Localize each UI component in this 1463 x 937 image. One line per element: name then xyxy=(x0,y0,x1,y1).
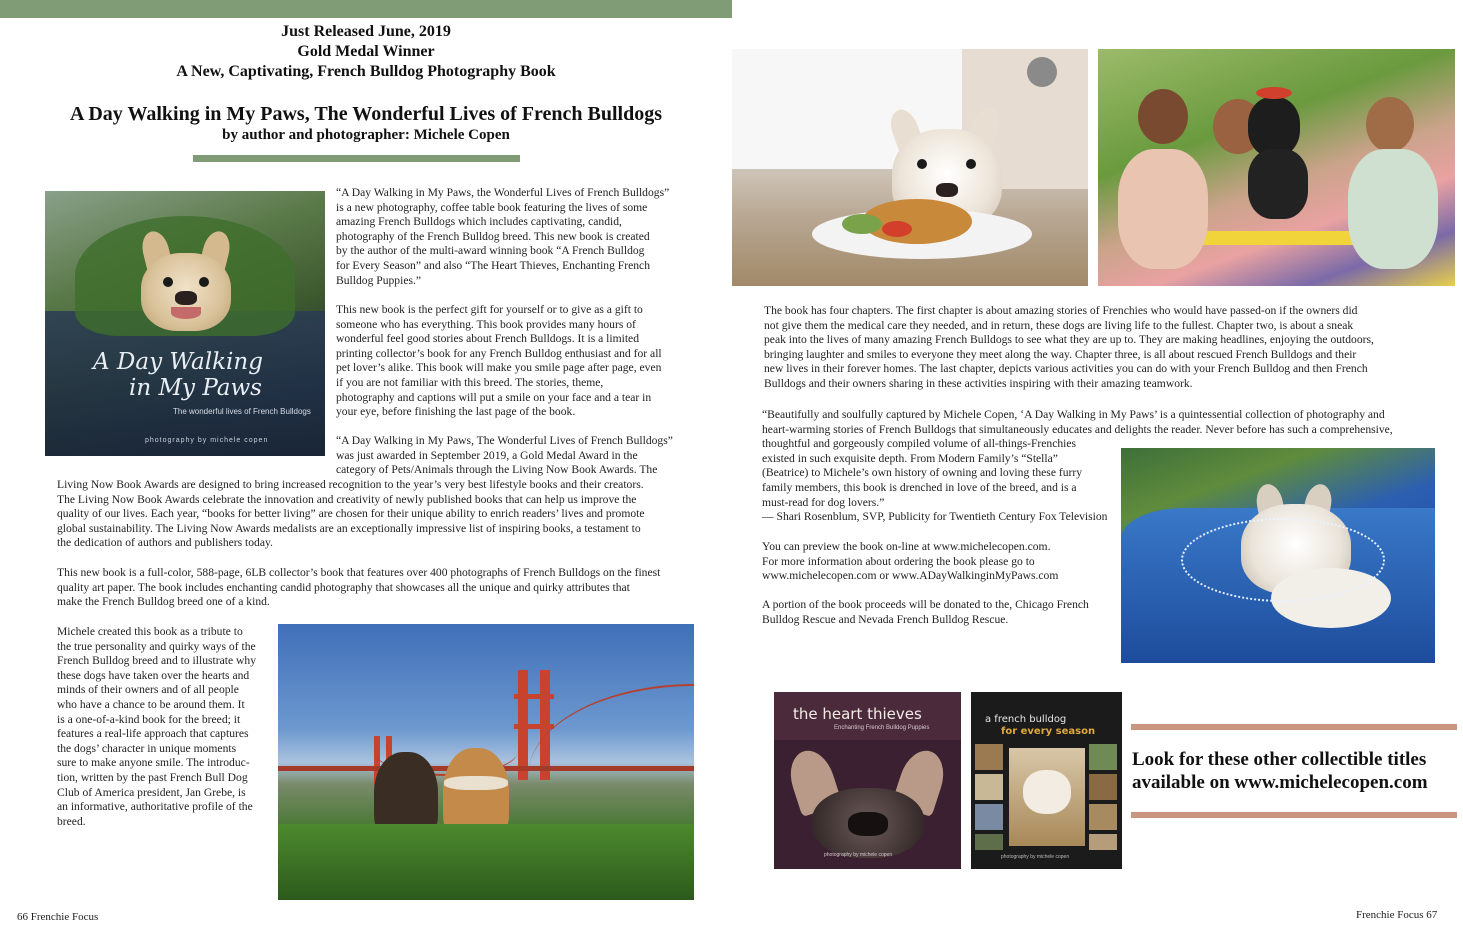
article-byline: by author and photographer: Michele Copen xyxy=(222,127,510,143)
text-line: tion, written by the past French Bull Dog xyxy=(57,770,248,784)
article-title: A Day Walking in My Paws, The Wonderful Lives of French Bulldogs xyxy=(70,103,662,125)
donation-paragraph xyxy=(762,598,1089,627)
text-line: features a real-life approach that captures xyxy=(57,727,249,741)
text-line: the dedication of authors and publishers today. xyxy=(57,536,273,550)
heart-thieves-title: the heart thieves xyxy=(793,705,922,723)
promo-line: available on www.michelecopen.com xyxy=(1132,772,1428,793)
text-line: global sustainability. The Living Now Awards medalists are an exceptionally impressive list of inspiring books, a testament to xyxy=(57,521,641,535)
every-season-title2: for every season xyxy=(1001,726,1096,737)
text-line: peak into the lives of many amazing French Bulldogs to see what they are up to. They are making headlines, enjoying the outdoors, xyxy=(764,333,1374,347)
features-paragraph xyxy=(57,566,660,610)
text-line: “Beautifully and soulfully captured by Michele Copen, ‘A Day Walking in My Paws’ is a quintessential collection of photography and xyxy=(762,408,1385,421)
text-line: bringing laughter and smiles to everyone they meet along the way. Chapter three, is all about rescued French Bulldogs and their xyxy=(764,347,1357,361)
text-line: if you are not familiar with this breed. The stories, theme, xyxy=(336,375,604,389)
text-line: Michele created this book as a tribute to xyxy=(57,625,243,638)
text-line: You can preview the book on-line at www.michelecopen.com. xyxy=(762,540,1051,553)
tribute-paragraph xyxy=(57,625,256,829)
header-color-bar xyxy=(0,0,732,18)
collectible-titles-promo xyxy=(1132,748,1452,794)
text-line: Bulldog Puppies.” xyxy=(336,273,422,287)
text-line: sure to make anyone smile. The introduc- xyxy=(57,756,250,770)
text-line: French Bulldog breed and to illustrate why xyxy=(57,654,256,668)
text-line: Living Now Book Awards are designed to bring increased recognition to the year’s very best lifestyle books and their creators. xyxy=(57,478,644,491)
text-line: pet lover’s alike. This book will make you smile page after page, even xyxy=(336,361,662,375)
every-season-title1: a french bulldog xyxy=(985,714,1067,725)
text-line: someone who has everything. This book provides many hours of xyxy=(336,317,636,331)
text-line: thoughtful and gorgeously compiled volume of all-things-Frenchies xyxy=(762,437,1077,451)
award-line: Gold Medal Winner xyxy=(297,43,435,60)
text-line: quality art paper. The book includes enchanting candid photography that showcases all the unique and quirky attributes that xyxy=(57,580,630,594)
text-line: This new book is a full-color, 588-page, 6LB collector’s book that features over 400 photographs of French Bulldogs on the finest xyxy=(57,566,661,579)
heart-thieves-subtitle: Enchanting French Bulldog Puppies xyxy=(834,725,930,731)
text-line: This new book is the perfect gift for yourself or to give as a gift to xyxy=(336,303,643,316)
text-line: minds of their owners and of all people xyxy=(57,683,239,697)
text-line: wonderful feel good stories about French Bulldogs. It is a limited xyxy=(336,332,639,346)
title-divider xyxy=(193,155,520,162)
text-line: amazing French Bulldogs which includes captivating, candid, xyxy=(336,215,622,229)
text-line: the dogs’ character in unique moments xyxy=(57,741,237,755)
quote-attribution: — Shari Rosenblum, SVP, Publicity for Twentieth Century Fox Television xyxy=(762,510,1108,524)
heart-thieves-book-cover xyxy=(774,692,961,869)
gift-paragraph xyxy=(336,303,662,420)
text-line: was just awarded in September 2019, a Gold Medal Award in the xyxy=(336,448,638,462)
cover-title xyxy=(93,349,263,401)
book-tagline: A New, Captivating, French Bulldog Photography Book xyxy=(176,63,556,80)
text-line: category of Pets/Animals through the Living Now Book Awards. The xyxy=(336,463,658,477)
text-line: not give them the medical care they needed, and in return, these dogs are living life to the fullest. Chapter two, is about a sneak xyxy=(764,318,1354,332)
text-line: these dogs have taken over the hearts and xyxy=(57,668,250,682)
heart-thieves-credit: photography by michele copen xyxy=(824,852,893,858)
text-line: is a new photography, coffee table book featuring the lives of some xyxy=(336,200,648,214)
book-cover-image xyxy=(45,191,325,456)
text-line: “A Day Walking in My Paws, the Wonderful Lives of French Bulldogs” xyxy=(336,186,670,199)
chapters-paragraph xyxy=(764,304,1374,392)
text-line: Bulldogs and their owners sharing in these activities inspiring with their amazing teamwork. xyxy=(764,376,1193,390)
chef-bulldog-photo xyxy=(732,49,1088,286)
page-number-left: 66 Frenchie Focus xyxy=(17,911,99,923)
text-line: the true personality and quirky ways of the xyxy=(57,639,256,653)
every-season-credit: photography by michele copen xyxy=(1001,854,1070,860)
text-line: The Living Now Book Awards celebrate the innovation and creativity of newly published books that can help us improve the xyxy=(57,492,637,506)
cover-title-line1: A Day Walking xyxy=(93,349,263,375)
text-line: who have a chance to be around them. It xyxy=(57,697,245,711)
text-line: “A Day Walking in My Paws, The Wonderful Lives of French Bulldogs” xyxy=(336,434,673,447)
cover-title-line2: in My Paws xyxy=(129,375,262,401)
text-line: make the French Bulldog breed one of a kind. xyxy=(57,595,270,609)
text-line: by the author of the multi-award winning book “A French Bulldog xyxy=(336,244,645,258)
text-line: is a one-of-a-kind book for the breed; it xyxy=(57,712,241,726)
text-line: must-read for dog lovers.” xyxy=(762,495,885,509)
text-line: For more information about ordering the book please go to xyxy=(762,554,1035,568)
golden-gate-photo xyxy=(278,624,694,900)
award-paragraph-top xyxy=(336,434,673,478)
text-line: existed in such exquisite depth. From Modern Family’s “Stella” xyxy=(762,451,1058,465)
text-line: quality of our lives. Each year, “books for better living” are chosen for their unique ability to enrich readers’ lives and promote xyxy=(57,507,645,521)
text-line: new lives in their forever homes. The last chapter, depicts various activities you can do with your French Bulldog and then French xyxy=(764,362,1368,376)
intro-paragraph xyxy=(336,186,669,288)
every-season-book-cover xyxy=(971,692,1122,869)
text-line: The book has four chapters. The first chapter is about amazing stories of Frenchies who would have passed-on if the owners did xyxy=(764,304,1358,317)
promo-rule-bottom xyxy=(1131,812,1457,818)
text-line: A portion of the book proceeds will be donated to the, Chicago French xyxy=(762,598,1089,611)
text-line: an informative, authoritative profile of the xyxy=(57,800,253,814)
text-line: Club of America president, Jan Grebe, is xyxy=(57,785,246,799)
text-line: your eye, before finishing the last page of the book. xyxy=(336,405,576,419)
text-line: photography and captions will put a smile on your face and a tear in xyxy=(336,390,652,404)
kids-bulldog-photo xyxy=(1098,49,1455,286)
text-line: family members, this book is drenched in love of the breed, and is a xyxy=(762,480,1077,494)
award-paragraph-bottom xyxy=(57,478,645,551)
text-line: www.michelecopen.com or www.ADayWalkinginMyPaws.com xyxy=(762,569,1059,583)
pool-bulldog-photo xyxy=(1121,448,1435,663)
promo-line: Look for these other collectible titles xyxy=(1132,749,1427,770)
text-line: photography of the French Bulldog breed. This new book is created xyxy=(336,229,650,243)
preview-paragraph xyxy=(762,540,1058,584)
cover-subtitle: The wonderful lives of French Bulldogs xyxy=(173,407,311,416)
promo-rule-top xyxy=(1131,724,1457,730)
text-line: heart-warming stories of French Bulldogs that simultaneously educates and delights the reader. Never before has such a comprehensive, xyxy=(762,422,1393,436)
text-line: for Every Season” and also “The Heart Thieves, Enchanting French xyxy=(336,258,650,272)
page-number-right: Frenchie Focus 67 xyxy=(1356,909,1438,921)
text-line: Bulldog Rescue and Nevada French Bulldog Rescue. xyxy=(762,612,1009,626)
text-line: printing collector’s book for any French Bulldog enthusiast and for all xyxy=(336,346,662,360)
text-line: breed. xyxy=(57,814,86,828)
release-date: Just Released June, 2019 xyxy=(281,23,451,40)
cover-credit: photography by michele copen xyxy=(145,437,269,444)
text-line: (Beatrice) to Michele’s own history of owning and loving these furry xyxy=(762,466,1083,480)
release-heading xyxy=(0,22,732,82)
